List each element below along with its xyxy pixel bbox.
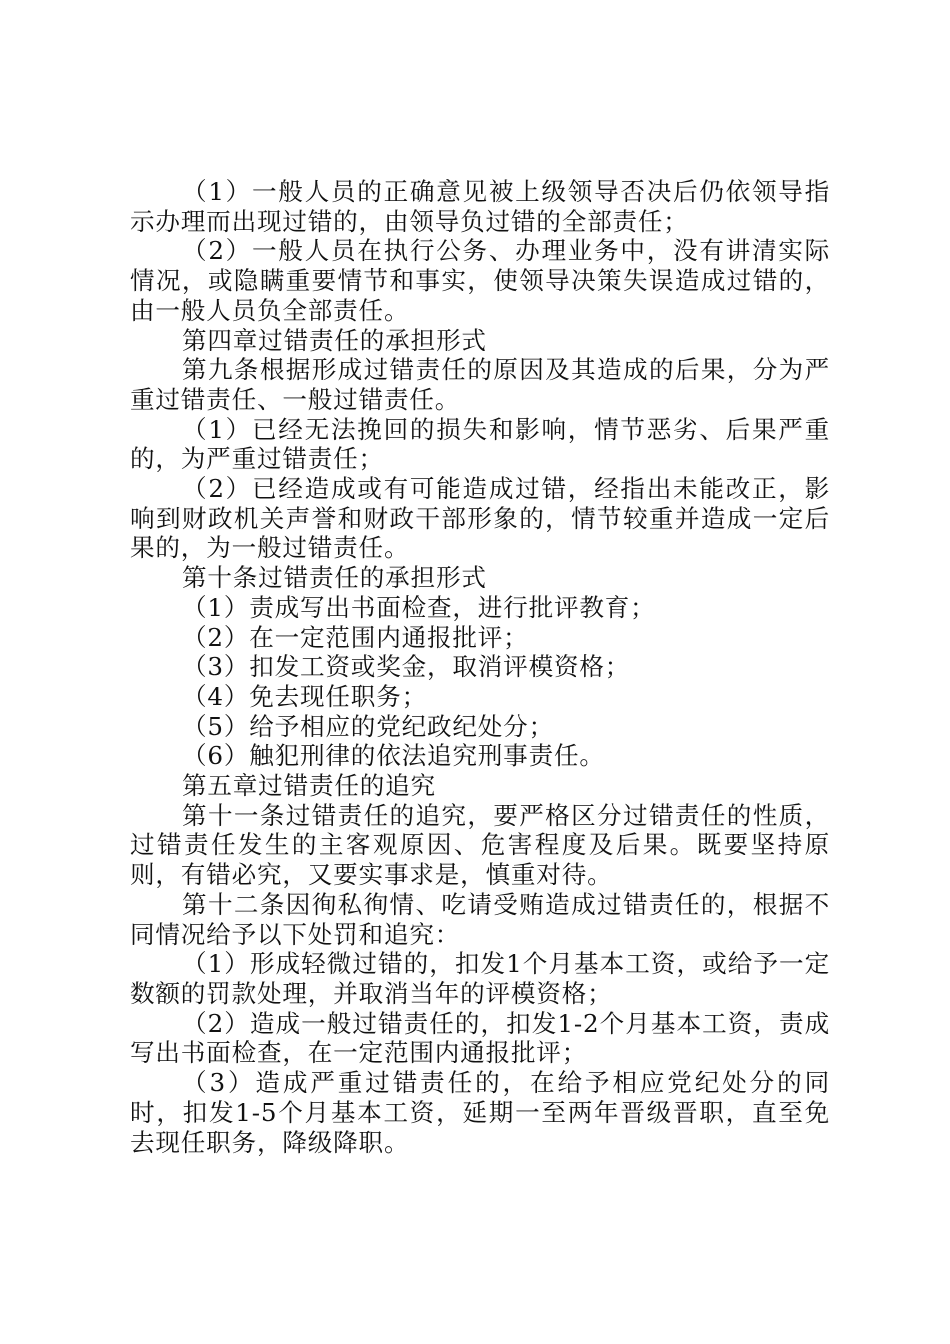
article-9: 第九条根据形成过错责任的原因及其造成的后果，分为严重过错责任、一般过错责任。 — [130, 355, 830, 414]
list-item-1: （1）责成写出书面检查，进行批评教育； — [182, 592, 656, 622]
chapter-heading-4: 第四章过错责任的承担形式 — [182, 325, 487, 355]
list-item-5: （5）给予相应的党纪政纪处分； — [182, 711, 554, 741]
article-11: 第十一条过错责任的追究，要严格区分过错责任的性质，过错责任发生的主客观原因、危害程度及后果。既要坚持原则，有错必究，又要实事求是，慎重对待。 — [130, 800, 830, 890]
list-item-2: （2）在一定范围内通报批评； — [182, 622, 529, 652]
penalty-item-3: （3）造成严重过错责任的，在给予相应党纪处分的同时，扣发1-5个月基本工资，延期一至两年晋级晋职，直至免去现任职务，降级降职。 — [130, 1068, 830, 1157]
chapter-heading-5: 第五章过错责任的追究 — [182, 771, 436, 801]
paragraph-1: （1）一般人员的正确意见被上级领导否决后仍依领导指示办理而出现过错的，由领导负过错的全部责任； — [130, 177, 830, 236]
paragraph-general-fault: （2）已经造成或有可能造成过错，经指出未能改正，影响到财政机关声誉和财政干部形象的，情节较重并造成一定后果的，为一般过错责任。 — [130, 474, 830, 563]
list-item-6: （6）触犯刑律的依法追究刑事责任。 — [182, 741, 605, 771]
document-body — [130, 177, 830, 1157]
list-item-4: （4）免去现任职务； — [182, 681, 427, 711]
list-item-3: （3）扣发工资或奖金，取消评模资格； — [182, 652, 631, 682]
paragraph-2: （2）一般人员在执行公务、办理业务中，没有讲清实际情况，或隐瞒重要情节和事实，使领导决策失误造成过错的，由一般人员负全部责任。 — [130, 236, 830, 325]
paragraph-severe-fault: （1）已经无法挽回的损失和影响，情节恶劣、后果严重的，为严重过错责任； — [130, 414, 830, 474]
article-12: 第十二条因徇私徇情、吃请受贿造成过错责任的，根据不同情况给予以下处罚和追究： — [130, 889, 830, 949]
article-10: 第十条过错责任的承担形式 — [182, 563, 487, 593]
penalty-item-2: （2）造成一般过错责任的，扣发1-2个月基本工资，责成写出书面检查，在一定范围内通报批评； — [130, 1008, 830, 1068]
penalty-item-1: （1）形成轻微过错的，扣发1个月基本工资，或给予一定数额的罚款处理，并取消当年的评模资格； — [130, 949, 830, 1008]
